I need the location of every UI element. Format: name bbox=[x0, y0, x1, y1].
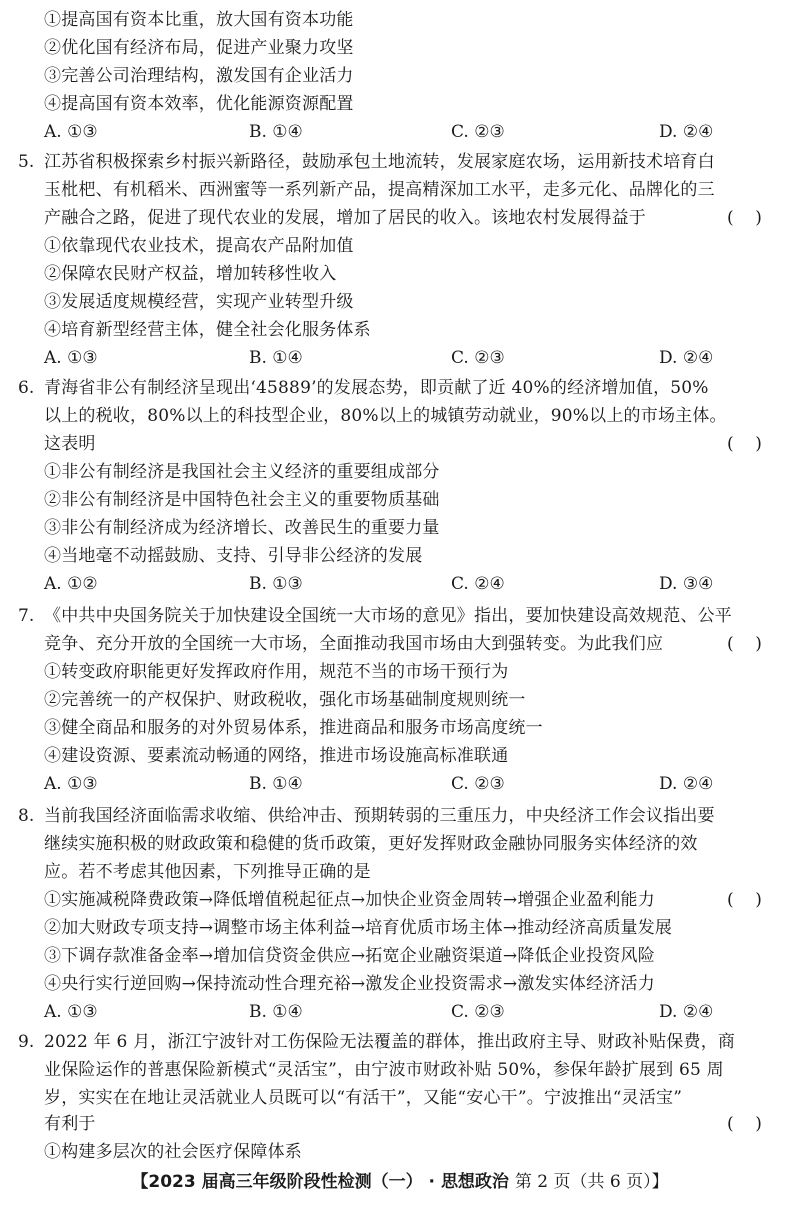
footer-dot: · bbox=[428, 1172, 436, 1192]
q5-choice-c[interactable]: C. ②③ bbox=[451, 348, 505, 368]
q6-answer-bracket[interactable]: ( ) bbox=[727, 434, 762, 454]
q8-choice-b[interactable]: B. ①④ bbox=[249, 1002, 303, 1022]
q8-choice-d[interactable]: D. ②④ bbox=[659, 1002, 714, 1022]
q9-answer-bracket[interactable]: ( ) bbox=[727, 1114, 762, 1134]
q6-number: 6. bbox=[18, 378, 35, 398]
q8-option-4: ④央行实行逆回购→保持流动性合理充裕→激发企业投资需求→激发实体经济活力 bbox=[44, 974, 655, 994]
q4-choice-c[interactable]: C. ②③ bbox=[451, 122, 505, 142]
q7-option-1: ①转变政府职能更好发挥政府作用，规范不当的市场干预行为 bbox=[44, 662, 509, 682]
page-footer bbox=[0, 1170, 800, 1194]
q9-stem-line-1: 2022 年 6 月，浙江宁波针对工伤保险无法覆盖的群体，推出政府主导、财政补贴保费，商 bbox=[44, 1032, 736, 1052]
q5-choice-a[interactable]: A. ①③ bbox=[44, 348, 98, 368]
q7-option-2: ②完善统一的产权保护、财政税收，强化市场基础制度规则统一 bbox=[44, 690, 526, 710]
footer-page-number: 第 2 页（共 6 页）】 bbox=[514, 1172, 669, 1192]
q6-stem-line-3: 这表明 bbox=[44, 434, 96, 454]
q6-stem-line-2: 以上的税收，80%以上的科技型企业，80%以上的城镇劳动就业，90%以上的市场主体。 bbox=[44, 406, 727, 426]
q4-choice-d[interactable]: D. ②④ bbox=[659, 122, 714, 142]
q8-answer-bracket[interactable]: ( ) bbox=[727, 890, 762, 910]
q5-stem-line-2: 玉枇杷、有机稻米、西洲蜜等一系列新产品，提高精深加工水平，走多元化、品牌化的三 bbox=[44, 180, 715, 200]
q6-stem-line-1: 青海省非公有制经济呈现出‘45889’的发展态势，即贡献了近 40%的经济增加值，50% bbox=[44, 378, 709, 398]
q5-option-2: ②保障农民财产权益，增加转移性收入 bbox=[44, 264, 337, 284]
q6-option-3: ③非公有制经济成为经济增长、改善民生的重要力量 bbox=[44, 518, 440, 538]
q7-stem-line-1: 《中共中央国务院关于加快建设全国统一大市场的意见》指出，要加快建设高效规范、公平 bbox=[44, 606, 732, 626]
q5-choice-d[interactable]: D. ②④ bbox=[659, 348, 714, 368]
q4-option-2: ②优化国有经济布局，促进产业聚力攻坚 bbox=[44, 38, 354, 58]
q8-option-3: ③下调存款准备金率→增加信贷资金供应→拓宽企业融资渠道→降低企业投资风险 bbox=[44, 946, 655, 966]
q9-stem-line-4: 有利于 bbox=[44, 1114, 96, 1134]
q4-choices bbox=[44, 120, 784, 144]
q7-option-3: ③健全商品和服务的对外贸易体系，推进商品和服务市场高度统一 bbox=[44, 718, 543, 738]
q6-choice-c[interactable]: C. ②④ bbox=[451, 574, 505, 594]
q7-answer-bracket[interactable]: ( ) bbox=[727, 634, 762, 654]
q4-option-3: ③完善公司治理结构，激发国有企业活力 bbox=[44, 66, 354, 86]
q7-number: 7. bbox=[18, 606, 35, 626]
q8-option-2: ②加大财政专项支持→调整市场主体利益→培育优质市场主体→推动经济高质量发展 bbox=[44, 918, 673, 938]
q9-stem-line-2: 业保险运作的普惠保险新模式“灵活宝”，由宁波市财政补贴 50%，参保年龄扩展到 65 周 bbox=[44, 1060, 724, 1080]
q5-stem-line-3: 产融合之路，促进了现代农业的发展，增加了居民的收入。该地农村发展得益于 bbox=[44, 208, 646, 228]
q7-choice-a[interactable]: A. ①③ bbox=[44, 774, 98, 794]
q7-choice-d[interactable]: D. ②④ bbox=[659, 774, 714, 794]
q5-option-4: ④培育新型经营主体，健全社会化服务体系 bbox=[44, 320, 371, 340]
q6-choices bbox=[44, 572, 784, 596]
q9-number: 9. bbox=[18, 1032, 35, 1052]
q4-choice-a[interactable]: A. ①③ bbox=[44, 122, 98, 142]
q6-option-4: ④当地毫不动摇鼓励、支持、引导非公经济的发展 bbox=[44, 546, 423, 566]
q8-stem-line-2: 继续实施积极的财政政策和稳健的货币政策，更好发挥财政金融协同服务实体经济的效 bbox=[44, 834, 698, 854]
q4-choice-b[interactable]: B. ①④ bbox=[249, 122, 303, 142]
q8-stem-line-1: 当前我国经济面临需求收缩、供给冲击、预期转弱的三重压力，中央经济工作会议指出要 bbox=[44, 806, 715, 826]
q5-choice-b[interactable]: B. ①④ bbox=[249, 348, 303, 368]
q8-choice-c[interactable]: C. ②③ bbox=[451, 1002, 505, 1022]
q7-choice-b[interactable]: B. ①④ bbox=[249, 774, 303, 794]
q7-choices bbox=[44, 772, 784, 796]
q4-option-1: ①提高国有资本比重，放大国有资本功能 bbox=[44, 10, 354, 30]
footer-exam-title: 【2023 届高三年级阶段性检测（一） bbox=[131, 1172, 423, 1192]
q7-option-4: ④建设资源、要素流动畅通的网络，推进市场设施高标准联通 bbox=[44, 746, 509, 766]
q5-answer-bracket[interactable]: ( ) bbox=[727, 208, 762, 228]
q5-option-1: ①依靠现代农业技术，提高农产品附加值 bbox=[44, 236, 354, 256]
q8-stem-line-3: 应。若不考虑其他因素，下列推导正确的是 bbox=[44, 862, 371, 882]
q8-choices bbox=[44, 1000, 784, 1024]
q6-choice-a[interactable]: A. ①② bbox=[44, 574, 98, 594]
q6-choice-d[interactable]: D. ③④ bbox=[659, 574, 714, 594]
footer-subject: 思想政治 bbox=[440, 1172, 509, 1192]
q9-stem-line-3: 岁，实实在在地让灵活就业人员既可以“有活干”，又能“安心干”。宁波推出“灵活宝” bbox=[44, 1088, 683, 1108]
q8-choice-a[interactable]: A. ①③ bbox=[44, 1002, 98, 1022]
q5-number: 5. bbox=[18, 152, 35, 172]
q8-number: 8. bbox=[18, 806, 35, 826]
q8-option-1: ①实施减税降费政策→降低增值税起征点→加快企业资金周转→增强企业盈利能力 bbox=[44, 890, 655, 910]
q6-option-2: ②非公有制经济是中国特色社会主义的重要物质基础 bbox=[44, 490, 440, 510]
q4-option-4: ④提高国有资本效率，优化能源资源配置 bbox=[44, 94, 354, 114]
q5-stem-line-1: 江苏省积极探索乡村振兴新路径，鼓励承包土地流转，发展家庭农场，运用新技术培育白 bbox=[44, 152, 715, 172]
q7-stem-line-2: 竞争、充分开放的全国统一大市场，全面推动我国市场由大到强转变。为此我们应 bbox=[44, 634, 664, 654]
q5-option-3: ③发展适度规模经营，实现产业转型升级 bbox=[44, 292, 354, 312]
q9-option-1: ①构建多层次的社会医疗保障体系 bbox=[44, 1142, 302, 1162]
q5-choices bbox=[44, 346, 784, 370]
q6-choice-b[interactable]: B. ①③ bbox=[249, 574, 303, 594]
q6-option-1: ①非公有制经济是我国社会主义经济的重要组成部分 bbox=[44, 462, 440, 482]
q7-choice-c[interactable]: C. ②③ bbox=[451, 774, 505, 794]
